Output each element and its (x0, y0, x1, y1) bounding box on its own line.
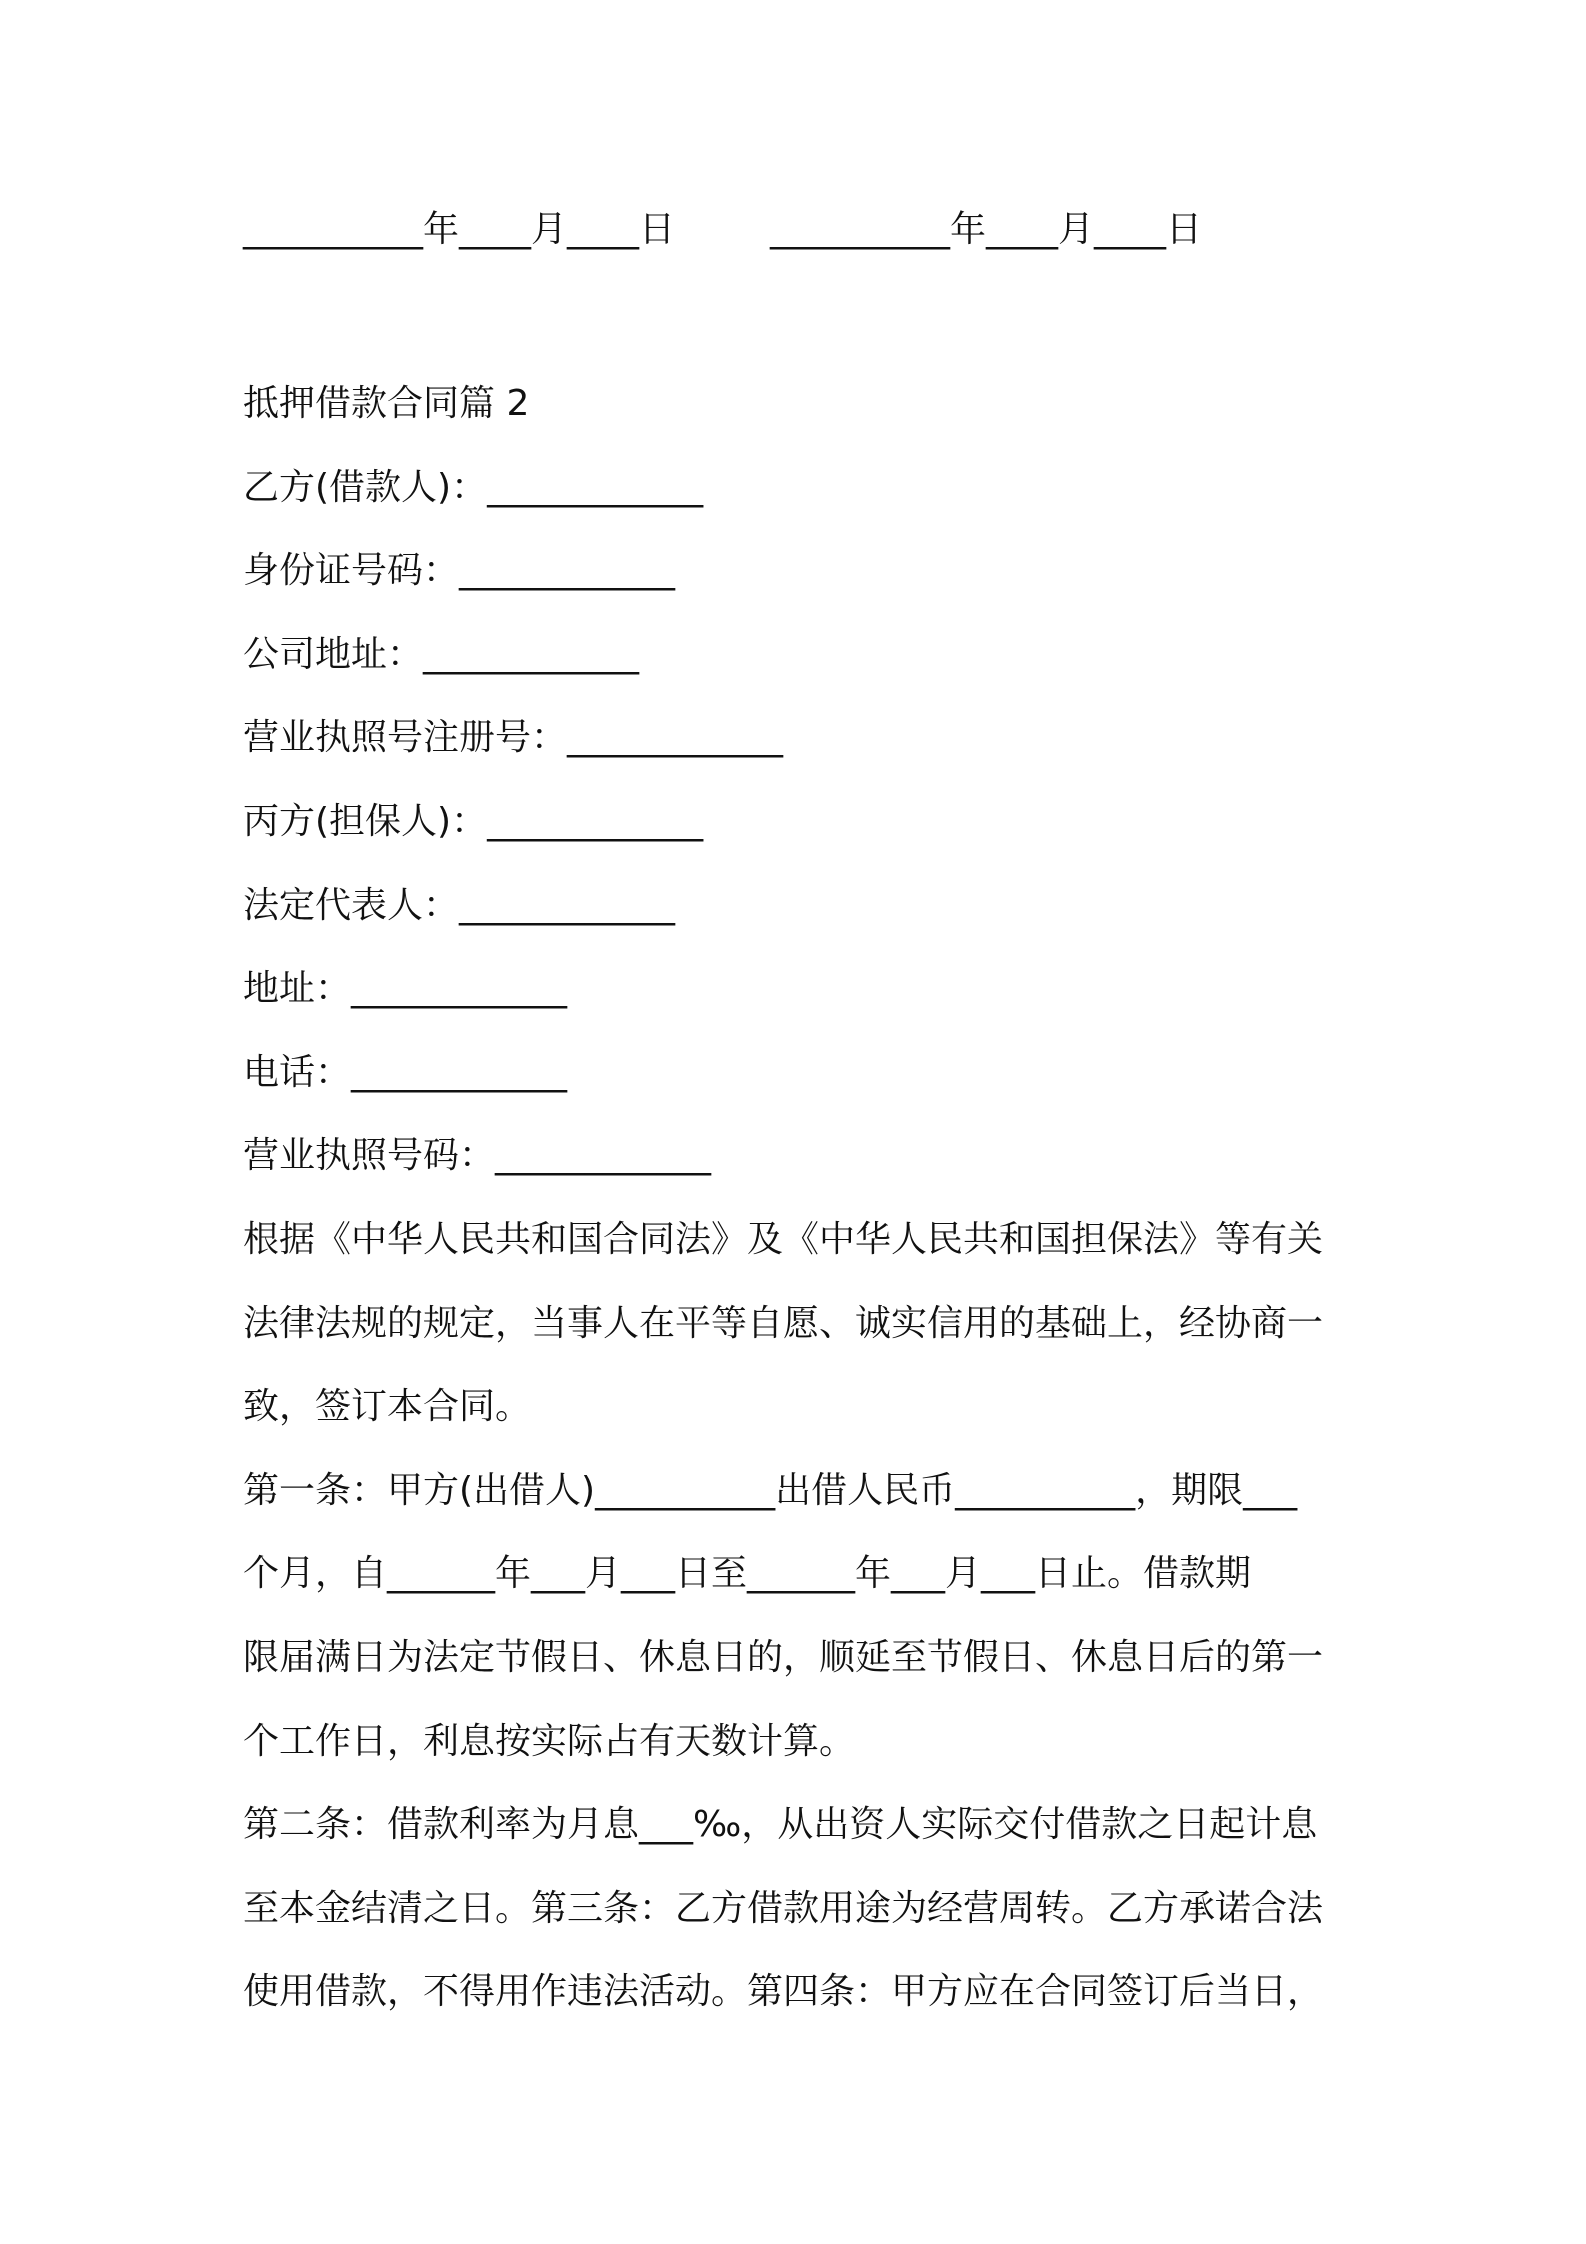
body-line: 法律法规的规定，当事人在平等自愿、诚实信用的基础上，经协商一 (243, 1302, 1324, 1344)
body-line: 个月，自______年___月___日至______年___月___日止。借款期 (243, 1553, 1252, 1595)
section-heading: 抵押借款合同篇 2 (243, 383, 530, 424)
body-line: 第二条：借款利率为月息___‰，从出资人实际交付借款之日起计息 (243, 1804, 1318, 1846)
date-right: __________年____月____日 (770, 209, 1202, 250)
field-address: 地址：____________ (243, 968, 568, 1010)
body-line: 第一条：甲方(出借人)__________出借人民币__________，期限___ (243, 1469, 1298, 1511)
field-company-address: 公司地址：____________ (243, 633, 640, 675)
field-guarantor: 丙方(担保人)：____________ (243, 800, 704, 842)
body-line: 使用借款，不得用作违法活动。第四条：甲方应在合同签订后当日， (243, 1971, 1324, 2013)
body-line: 至本金结清之日。第三条：乙方借款用途为经营周转。乙方承诺合法 (243, 1887, 1324, 1929)
field-business-license-number: 营业执照号码：____________ (243, 1135, 712, 1177)
signature-date-row (243, 200, 1202, 260)
document-body (243, 362, 1363, 2034)
date-left: __________年____月____日 (243, 209, 675, 250)
field-borrower: 乙方(借款人)：____________ (243, 466, 704, 508)
body-line: 个工作日，利息按实际占有天数计算。 (243, 1720, 856, 1762)
field-legal-representative: 法定代表人：____________ (243, 884, 676, 926)
field-id-number: 身份证号码：____________ (243, 550, 676, 592)
body-line: 限届满日为法定节假日、休息日的，顺延至节假日、休息日后的第一 (243, 1636, 1324, 1678)
field-business-license-reg: 营业执照号注册号：____________ (243, 717, 784, 759)
body-line: 致，签订本合同。 (243, 1386, 532, 1428)
field-phone: 电话：____________ (243, 1051, 568, 1093)
body-line: 根据《中华人民共和国合同法》及《中华人民共和国担保法》等有关 (243, 1218, 1324, 1260)
